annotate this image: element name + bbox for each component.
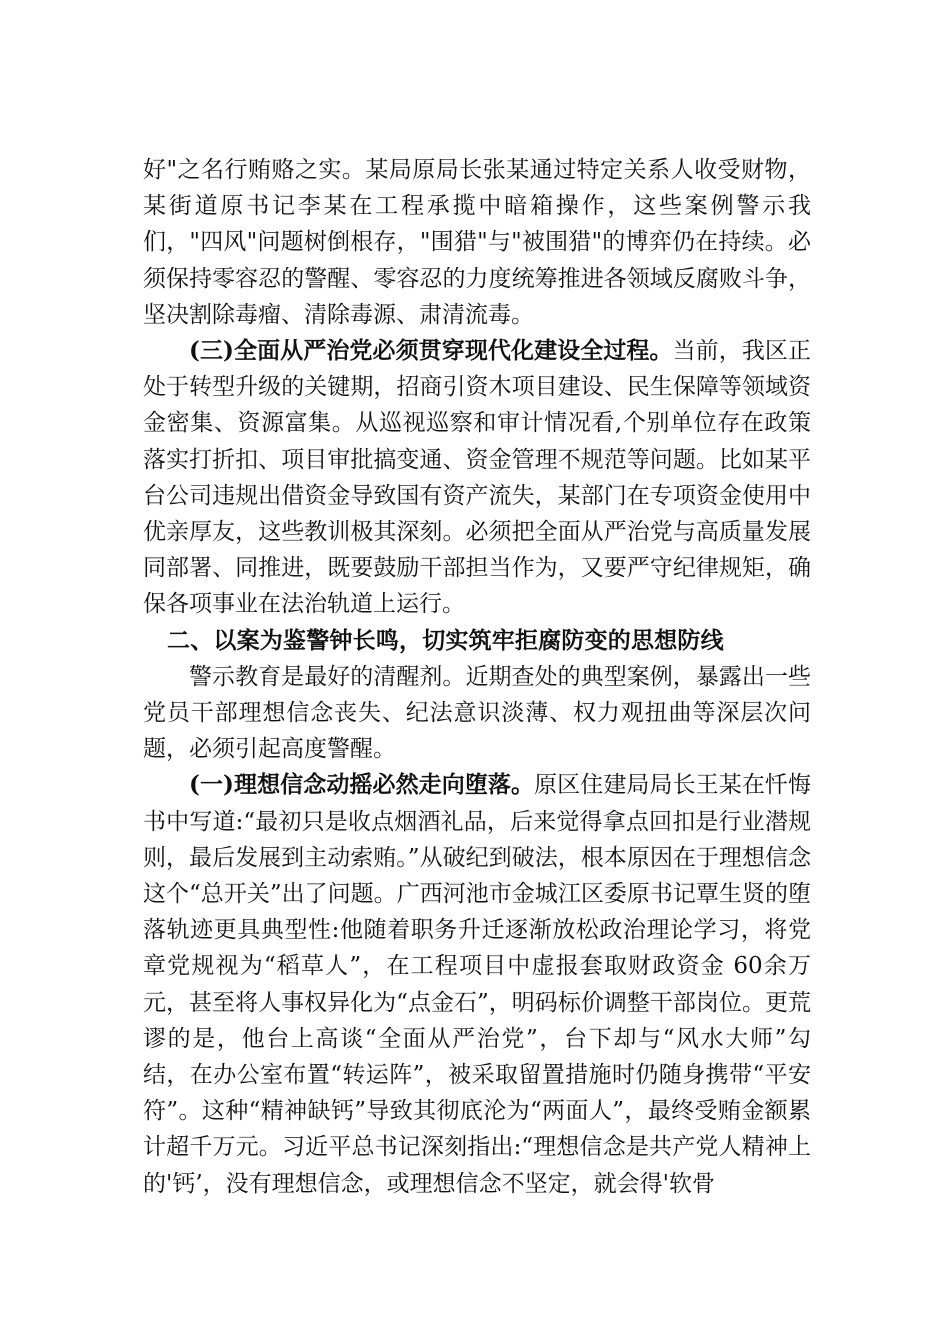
paragraph-lead: (三)全面从严治党必须贯穿现代化建设全过程。 bbox=[189, 337, 673, 365]
paragraph-lead: (一)理想信念动摇必然走向堕落。 bbox=[189, 771, 535, 799]
paragraph-section-one bbox=[143, 767, 811, 1201]
paragraph-continuation: 好"之名行贿赂之实。某局原局长张某通过特定关系人收受财物，某街道原书记李某在工程承揽中暗箱操作，这些案例警示我们，"四风"问题树倒根存，"围猎"与"被围猎"的博弈仍在持续。必须保持零容忍的警醒、零容忍的力度统筹推进各领域反腐败斗争，坚决割除毒瘤、清除毒源、肃清流毒。 bbox=[143, 157, 811, 328]
paragraph-intro: 警示教育是最好的清醒剂。近期查处的典型案例，暴露出一些党员干部理想信念丧失、纪法意识淡薄、权力观扭曲等深层次问题，必须引起高度警醒。 bbox=[143, 663, 811, 763]
document-body bbox=[143, 152, 811, 1202]
paragraph-section-three bbox=[143, 333, 811, 623]
paragraph-text: 原区住建局局长王某在忏悔书中写道:“最初只是收点烟酒礼品，后来觉得拿点回扣是行业潜规则，最后发展到主动索贿。”从破纪到破法，根本原因在于理想信念这个“总开关”出了问题。广西河池市金城江区委原书记覃生贤的堕落轨迹更具典型性:他随着职务升迁逐渐放松政治理论学习，将党章党规视为“稻草人”，在工程项目中虚报套取财政资金 60余万元，甚至将人事权异化为“点金石”，明码标价调整干部岗位。更荒谬的是，他台上高谈“全面从严治党”，台下却与“风水大师”勾结，在办公室布置“转运阵”，被采取留置措施时仍随身携带“平安符”。这种“精神缺钙”导致其彻底沦为“两面人”，最终受贿金额累计超千万元。习近平总书记深刻指出:“理想信念是共产党人精神上的'钙’，没有理想信念，或理想信念不坚定，就会得'软骨 bbox=[143, 772, 812, 1197]
section-heading: 二、以案为鉴警钟长鸣，切实筑牢拒腐防变的思想防线 bbox=[167, 627, 724, 654]
paragraph-text: 当前，我区正处于转型升级的关键期，招商引资木项目建设、民生保障等领域资金密集、资源富集。从巡视巡察和审计情况看,个别单位存在政策落实打折扣、项目审批搞变通、资金管理不规范等问题。比如某平台公司违规出借资金导致国有资产流失，某部门在专项资金使用中优亲厚友，这些教训极其深刻。必须把全面从严治党与高质量发展同部署、同推进，既要鼓励干部担当作为，又要严守纪律规矩，确保各项事业在法治轨道上运行。 bbox=[143, 338, 812, 618]
